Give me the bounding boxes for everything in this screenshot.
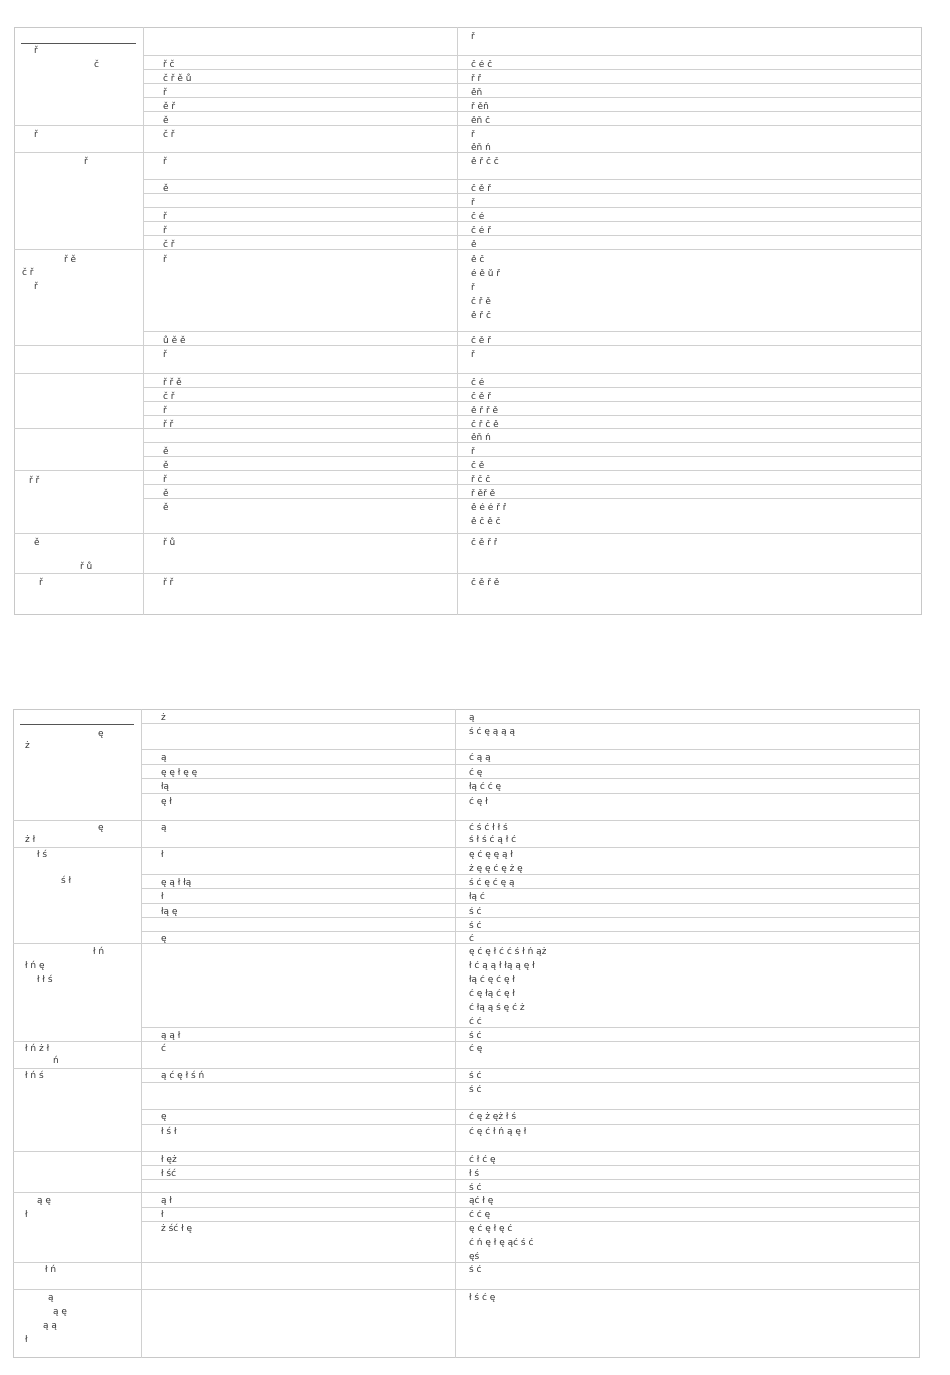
cell-text: ě xyxy=(163,447,169,457)
cell-text: łą ć xyxy=(469,892,485,902)
cell-text: ą ć ę ł ś ń xyxy=(161,1071,205,1081)
subrow-divider xyxy=(143,331,922,332)
cell-text: ř xyxy=(471,130,475,140)
cell-text: č ř xyxy=(163,130,175,140)
subrow-divider xyxy=(143,207,922,208)
row-divider xyxy=(14,152,922,153)
cell-text: č ě xyxy=(471,461,485,471)
cell-text: ě xyxy=(471,240,477,250)
cell-text: č ř xyxy=(22,268,34,278)
cell-text: ł xyxy=(161,892,164,902)
subrow-divider xyxy=(143,55,922,56)
cell-text: ř xyxy=(471,350,475,360)
cell-text: ł ń ę xyxy=(25,961,45,971)
subrow-divider xyxy=(143,387,922,388)
subrow-divider xyxy=(141,764,920,765)
cell-text: č ě ř xyxy=(471,392,491,402)
cell-text: ą ą xyxy=(43,1321,57,1331)
cell-text: č ě ř xyxy=(471,336,491,346)
cell-text: č é xyxy=(471,212,485,222)
cell-text: ěň ń xyxy=(471,433,491,443)
cell-text: ć ę xyxy=(469,768,483,778)
cell-text: ś ć xyxy=(469,1085,482,1095)
cell-text: ř xyxy=(34,46,38,56)
cell-text: ć ń ę ł ę ąć ś ć xyxy=(469,1238,534,1248)
subrow-divider xyxy=(141,888,920,889)
cell-text: ł ł ś xyxy=(37,975,53,985)
subrow-divider xyxy=(143,401,922,402)
cell-text: ć ę xyxy=(469,1044,483,1054)
cell-text: ł ń xyxy=(45,1265,57,1275)
cell-text: ě ř č č xyxy=(471,157,499,167)
cell-text: č ř ě xyxy=(471,297,491,307)
cell-text: ř ř ě xyxy=(163,378,182,388)
subrow-divider xyxy=(143,484,922,485)
subrow-divider xyxy=(143,235,922,236)
row-divider xyxy=(14,345,922,346)
cell-text: č ř xyxy=(163,240,175,250)
cell-text: č ě ř ě xyxy=(471,578,500,588)
cell-text: ěň č xyxy=(471,116,491,126)
cell-text: ś ć xyxy=(469,921,482,931)
row-divider xyxy=(14,249,922,250)
cell-text: ł ść xyxy=(161,1169,177,1179)
cell-text: ć ł ć ę xyxy=(469,1155,496,1165)
row-divider xyxy=(13,820,920,821)
cell-text: łą ć ę ć ę ł xyxy=(469,975,515,985)
cell-text: ą xyxy=(161,753,167,763)
cell-text: ł xyxy=(161,850,164,860)
subrow-divider xyxy=(141,1179,920,1180)
cell-text: č ř č ě xyxy=(471,420,499,430)
subrow-divider xyxy=(143,111,922,112)
subrow-divider xyxy=(141,1207,920,1208)
cell-text: č xyxy=(94,60,99,70)
row-divider xyxy=(14,373,922,374)
cell-text: č ě ř xyxy=(471,184,491,194)
subrow-divider xyxy=(141,1027,920,1028)
subrow-divider xyxy=(143,69,922,70)
cell-text: č é xyxy=(471,378,485,388)
cell-text: ěň ń xyxy=(471,143,491,153)
subrow-divider xyxy=(143,97,922,98)
cell-text: ř xyxy=(39,578,43,588)
subrow-divider xyxy=(141,793,920,794)
cell-text: ę xyxy=(98,729,104,739)
header-rule xyxy=(21,43,136,44)
cell-text: ć ą ą xyxy=(469,753,491,763)
cell-text: ś ł ś ć ą ł ć xyxy=(469,835,517,845)
cell-text: ć ę łą ć ę ł xyxy=(469,989,515,999)
subrow-divider xyxy=(141,1082,920,1083)
cell-text: é ě ů ř xyxy=(471,269,501,279)
cell-text: ě xyxy=(163,489,169,499)
subrow-divider xyxy=(143,179,922,180)
cell-text: č ř ě ů xyxy=(163,74,192,84)
cell-text: ą xyxy=(48,1293,54,1303)
cell-text: ě č xyxy=(471,255,485,265)
subrow-divider xyxy=(141,874,920,875)
cell-text: ř xyxy=(163,88,167,98)
subrow-divider xyxy=(141,1165,920,1166)
cell-text: ł xyxy=(25,1210,28,1220)
cell-text: ć ć ę xyxy=(469,1210,491,1220)
column-divider xyxy=(141,709,142,1358)
cell-text: ě č ě č xyxy=(471,517,501,527)
cell-text: ř xyxy=(163,255,167,265)
subrow-divider xyxy=(141,1109,920,1110)
row-divider xyxy=(13,1192,920,1193)
subrow-divider xyxy=(141,749,920,750)
cell-text: ř xyxy=(34,282,38,292)
cell-text: ż ść ł ę xyxy=(161,1224,193,1234)
subrow-divider xyxy=(143,442,922,443)
column-divider xyxy=(457,27,458,615)
cell-text: ł ć ą ą ł łą ą ę ł xyxy=(469,961,535,971)
cell-text: ě ř xyxy=(163,102,176,112)
cell-text: łą ć ć ę xyxy=(469,782,502,792)
subrow-divider xyxy=(141,903,920,904)
subrow-divider xyxy=(143,221,922,222)
cell-text: ęś xyxy=(469,1252,480,1262)
cell-text: łą xyxy=(161,782,170,792)
row-divider xyxy=(14,573,922,574)
cell-text: ć ę ł xyxy=(469,797,488,807)
cell-text: ř č xyxy=(163,60,175,70)
cell-text: ř ř xyxy=(29,476,40,486)
cell-text: ř ů xyxy=(80,562,93,572)
cell-text: ąć ł ę xyxy=(469,1196,494,1206)
row-divider xyxy=(14,428,922,429)
cell-text: ř č č xyxy=(471,475,491,485)
cell-text: ś ł xyxy=(61,876,72,886)
row-divider xyxy=(13,1262,920,1263)
cell-text: č é č xyxy=(471,60,493,70)
cell-text: ż xyxy=(161,713,166,723)
cell-text: ř xyxy=(471,32,475,42)
cell-text: ł ś xyxy=(469,1169,480,1179)
cell-text: ę ć ę ę ą ł xyxy=(469,850,513,860)
cell-text: ł xyxy=(161,1210,164,1220)
cell-text: ą ł xyxy=(161,1196,172,1206)
cell-text: ř xyxy=(84,157,88,167)
cell-text: ć ę ż ęż ł ś xyxy=(469,1112,517,1122)
cell-text: ą ą ł xyxy=(161,1031,181,1041)
cell-text: ł xyxy=(25,1335,28,1345)
cell-text: ř xyxy=(471,447,475,457)
cell-text: ě xyxy=(34,538,40,548)
cell-text: ę ć ę ł ć ć ś ł ń ąż xyxy=(469,947,547,957)
cell-text: ś ć ę ą ą ą xyxy=(469,727,516,737)
row-divider xyxy=(14,533,922,534)
cell-text: ę ć ę ł ę ć xyxy=(469,1224,513,1234)
header-rule xyxy=(20,724,134,725)
cell-text: łą ę xyxy=(161,907,178,917)
subrow-divider xyxy=(141,1124,920,1125)
cell-text: ś ć xyxy=(469,1265,482,1275)
cell-text: ř xyxy=(471,283,475,293)
row-divider xyxy=(14,470,922,471)
cell-text: ł ś xyxy=(37,850,48,860)
cell-text: ě xyxy=(163,184,169,194)
cell-text: ř ů xyxy=(163,538,176,548)
cell-text: ż ę ę ć ę ż ę xyxy=(469,864,523,874)
cell-text: ś ć xyxy=(469,1071,482,1081)
cell-text: ć xyxy=(469,934,474,944)
cell-text: ś ć xyxy=(469,1031,482,1041)
cell-text: ś ć ę ć ę ą xyxy=(469,878,515,888)
subrow-divider xyxy=(141,1221,920,1222)
cell-text: ř ř xyxy=(163,420,174,430)
cell-text: ł ń ś xyxy=(25,1071,44,1081)
subrow-divider xyxy=(143,456,922,457)
row-divider xyxy=(13,1289,920,1290)
cell-text: ę ą ł łą xyxy=(161,878,192,888)
subrow-divider xyxy=(143,415,922,416)
cell-text: ć xyxy=(161,1044,166,1054)
cell-text: ć ś ć ł ł ś xyxy=(469,823,508,833)
cell-text: ć ć xyxy=(469,1017,482,1027)
subrow-divider xyxy=(141,931,920,932)
cell-text: č ě ř ř xyxy=(471,538,498,548)
cell-text: ę xyxy=(98,823,104,833)
column-divider xyxy=(455,709,456,1358)
cell-text: ř xyxy=(163,157,167,167)
cell-text: ř xyxy=(163,212,167,222)
cell-text: ř xyxy=(34,130,38,140)
subrow-divider xyxy=(141,917,920,918)
cell-text: ę ę ł ę ę xyxy=(161,768,198,778)
row-divider xyxy=(13,1068,920,1069)
cell-text: ř xyxy=(163,475,167,485)
cell-text: ř ěň xyxy=(471,102,489,112)
cell-text: ń xyxy=(53,1056,59,1066)
cell-text: ą ę xyxy=(53,1307,67,1317)
cell-text: ě xyxy=(163,461,169,471)
cell-text: č é ř xyxy=(471,226,491,236)
cell-text: č ř xyxy=(163,392,175,402)
cell-text: ą xyxy=(469,713,475,723)
cell-text: ł ń xyxy=(93,947,105,957)
cell-text: ł ś ł xyxy=(161,1127,177,1137)
cell-text: ć ę ć ł ń ą ę ł xyxy=(469,1127,527,1137)
subrow-divider xyxy=(143,498,922,499)
cell-text: ś ć xyxy=(469,907,482,917)
row-divider xyxy=(13,847,920,848)
cell-text: ř xyxy=(163,406,167,416)
cell-text: ł ń ż ł xyxy=(25,1044,50,1054)
table-1 xyxy=(14,27,922,615)
cell-text: ę xyxy=(161,1112,167,1122)
cell-text: ř ě xyxy=(64,255,77,265)
row-divider xyxy=(13,1041,920,1042)
cell-text: ěň xyxy=(471,88,483,98)
cell-text: ř xyxy=(163,226,167,236)
cell-text: ř ěř ě xyxy=(471,489,496,499)
subrow-divider xyxy=(141,723,920,724)
cell-text: ů ě ě xyxy=(163,336,186,346)
cell-text: ř ř xyxy=(471,74,482,84)
row-divider xyxy=(13,943,920,944)
cell-text: ě é é ř ř xyxy=(471,503,507,513)
subrow-divider xyxy=(141,778,920,779)
cell-text: ę ł xyxy=(161,797,172,807)
subrow-divider xyxy=(143,193,922,194)
cell-text: ć łą ą ś ę ć ż xyxy=(469,1003,525,1013)
cell-text: ě xyxy=(163,503,169,513)
cell-text: ż xyxy=(25,741,30,751)
column-divider xyxy=(143,27,144,615)
cell-text: ě ř ř ě xyxy=(471,406,499,416)
cell-text: ě xyxy=(163,116,169,126)
cell-text: ě ř č xyxy=(471,311,491,321)
cell-text: ł ś ć ę xyxy=(469,1293,496,1303)
cell-text: ę xyxy=(161,934,167,944)
subrow-divider xyxy=(143,83,922,84)
table-2 xyxy=(13,709,920,1358)
cell-text: ř xyxy=(163,350,167,360)
cell-text: ł ęż xyxy=(161,1155,177,1165)
cell-text: ą ę xyxy=(37,1196,51,1206)
cell-text: ř xyxy=(471,198,475,208)
cell-text: ř ř xyxy=(163,578,174,588)
cell-text: ą xyxy=(161,823,167,833)
row-divider xyxy=(13,1151,920,1152)
row-divider xyxy=(14,125,922,126)
cell-text: ś ć xyxy=(469,1183,482,1193)
cell-text: ż ł xyxy=(25,835,36,845)
